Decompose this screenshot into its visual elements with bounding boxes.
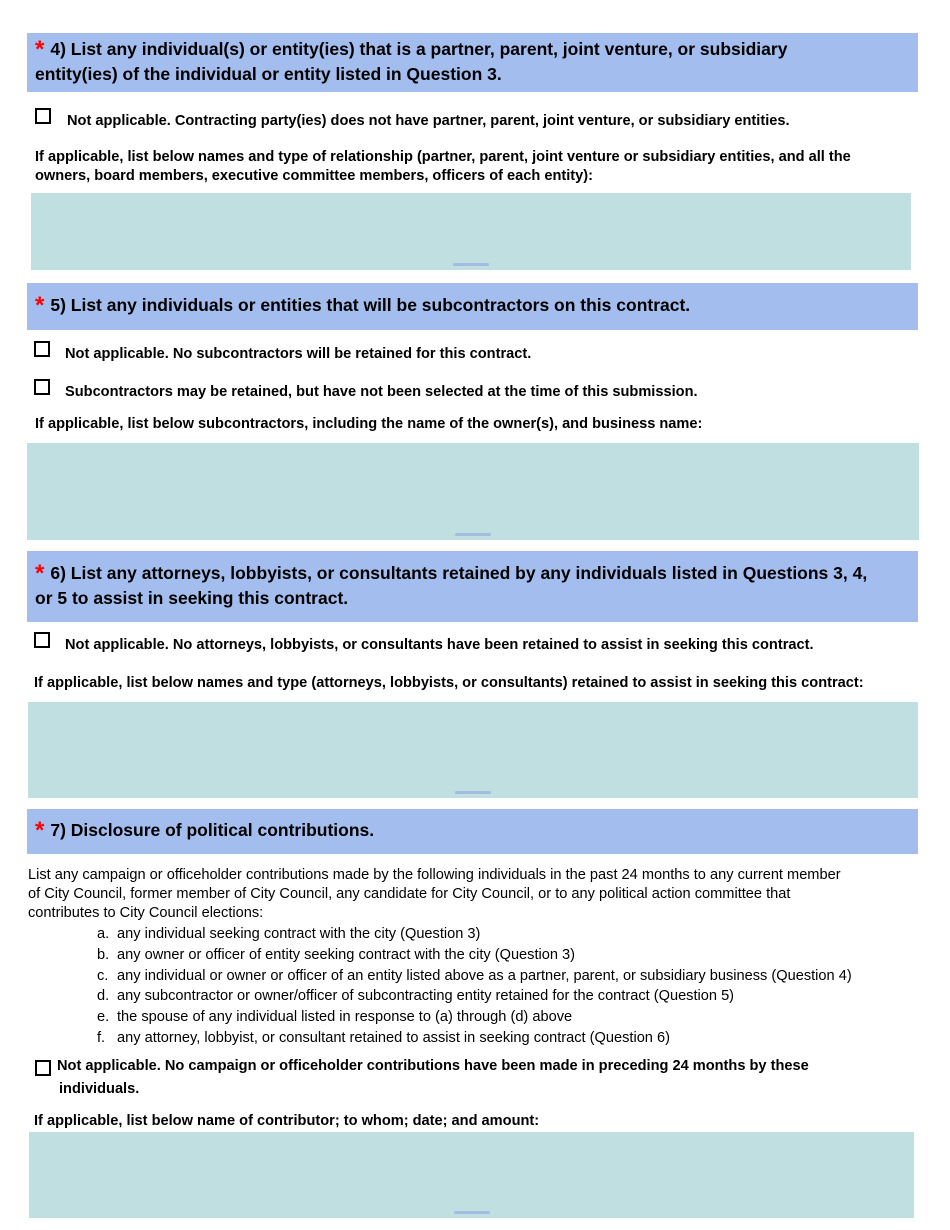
resize-grip[interactable] <box>454 1211 490 1214</box>
q7-contributions-textarea[interactable] <box>29 1132 914 1218</box>
q6-header-line2: or 5 to assist in seeking this contract. <box>35 588 349 608</box>
q4-header-line1: 4) List any individual(s) or entity(ies) that is a partner, parent, joint venture, or subsidiary <box>50 39 788 59</box>
q5-not-selected-checkbox[interactable] <box>34 379 50 395</box>
q5-not-applicable-label: Not applicable. No subcontractors will be retained for this contract. <box>65 346 532 362</box>
resize-grip[interactable] <box>453 263 489 266</box>
required-asterisk: * <box>35 36 45 63</box>
q5-subcontractors-textarea[interactable] <box>27 443 919 540</box>
q7-not-applicable-checkbox[interactable] <box>35 1060 51 1076</box>
q6-not-applicable-checkbox[interactable] <box>34 632 50 648</box>
list-item: e. the spouse of any individual listed in response to (a) through (d) above <box>97 1009 573 1026</box>
q5-not-selected-label: Subcontractors may be retained, but have not been selected at the time of this submission. <box>65 384 698 400</box>
list-item: c. any individual or owner or officer of an entity listed above as a partner, parent, or subsidiary business (Question 4) <box>97 967 852 984</box>
required-asterisk: * <box>35 817 45 844</box>
list-item: b. any owner or officer of entity seeking contract with the city (Question 3) <box>97 946 576 963</box>
q6-header-line1: 6) List any attorneys, lobbyists, or consultants retained by any individuals listed in Questions 3, 4, <box>50 563 868 583</box>
resize-grip[interactable] <box>455 533 491 536</box>
list-item: a. any individual seeking contract with the city (Question 3) <box>97 926 481 942</box>
q4-not-applicable-checkbox[interactable] <box>35 108 51 124</box>
q4-header <box>27 33 918 92</box>
q7-intro-line2: of City Council, former member of City Council, any candidate for City Council, or to any political action committee that <box>28 886 791 902</box>
resize-grip[interactable] <box>455 791 491 794</box>
q7-na-line2: individuals. <box>59 1081 140 1097</box>
q4-instruction-line1: If applicable, list below names and type of relationship (partner, parent, joint venture or subsidiary entities, and all the <box>35 149 851 165</box>
q6-retained-textarea[interactable] <box>28 702 918 798</box>
q5-not-applicable-checkbox[interactable] <box>34 341 50 357</box>
q5-header-text: 5) List any individuals or entities that will be subcontractors on this contract. <box>50 295 691 315</box>
q7-header-text: 7) Disclosure of political contributions. <box>50 820 375 840</box>
list-item: f. any attorney, lobbyist, or consultant retained to assist in seeking contract (Question 6) <box>97 1029 670 1046</box>
q7-contributors-list <box>97 924 917 1049</box>
q7-na-line1: Not applicable. No campaign or officeholder contributions have been made in preceding 24 months by these <box>57 1058 809 1074</box>
q7-instruction: If applicable, list below name of contributor; to whom; date; and amount: <box>34 1113 540 1129</box>
q7-header <box>27 809 918 854</box>
q6-instruction: If applicable, list below names and type (attorneys, lobbyists, or consultants) retained to assist in seeking this contract: <box>34 675 864 691</box>
q4-not-applicable-label: Not applicable. Contracting party(ies) does not have partner, parent, joint venture, or subsidiary entities. <box>67 113 790 129</box>
q5-instruction: If applicable, list below subcontractors, including the name of the owner(s), and business name: <box>35 416 703 432</box>
q4-instruction-line2: owners, board members, executive committee members, officers of each entity): <box>35 168 593 184</box>
q7-intro-line1: List any campaign or officeholder contributions made by the following individuals in the past 24 months to any current member <box>28 867 841 883</box>
q6-header <box>27 551 918 622</box>
q4-header-line2: entity(ies) of the individual or entity listed in Question 3. <box>35 64 502 84</box>
q7-intro-line3: contributes to City Council elections: <box>28 905 264 921</box>
q6-not-applicable-label: Not applicable. No attorneys, lobbyists, or consultants have been retained to assist in seeking this contract. <box>65 637 814 653</box>
required-asterisk: * <box>35 292 45 319</box>
list-item: d. any subcontractor or owner/officer of subcontracting entity retained for the contract (Question 5) <box>97 988 735 1005</box>
q7-not-applicable-label <box>57 1055 917 1101</box>
q4-instruction <box>35 148 915 186</box>
q5-header <box>27 283 918 330</box>
q4-relationships-textarea[interactable] <box>31 193 911 270</box>
q7-intro <box>28 866 928 923</box>
required-asterisk: * <box>35 560 45 587</box>
